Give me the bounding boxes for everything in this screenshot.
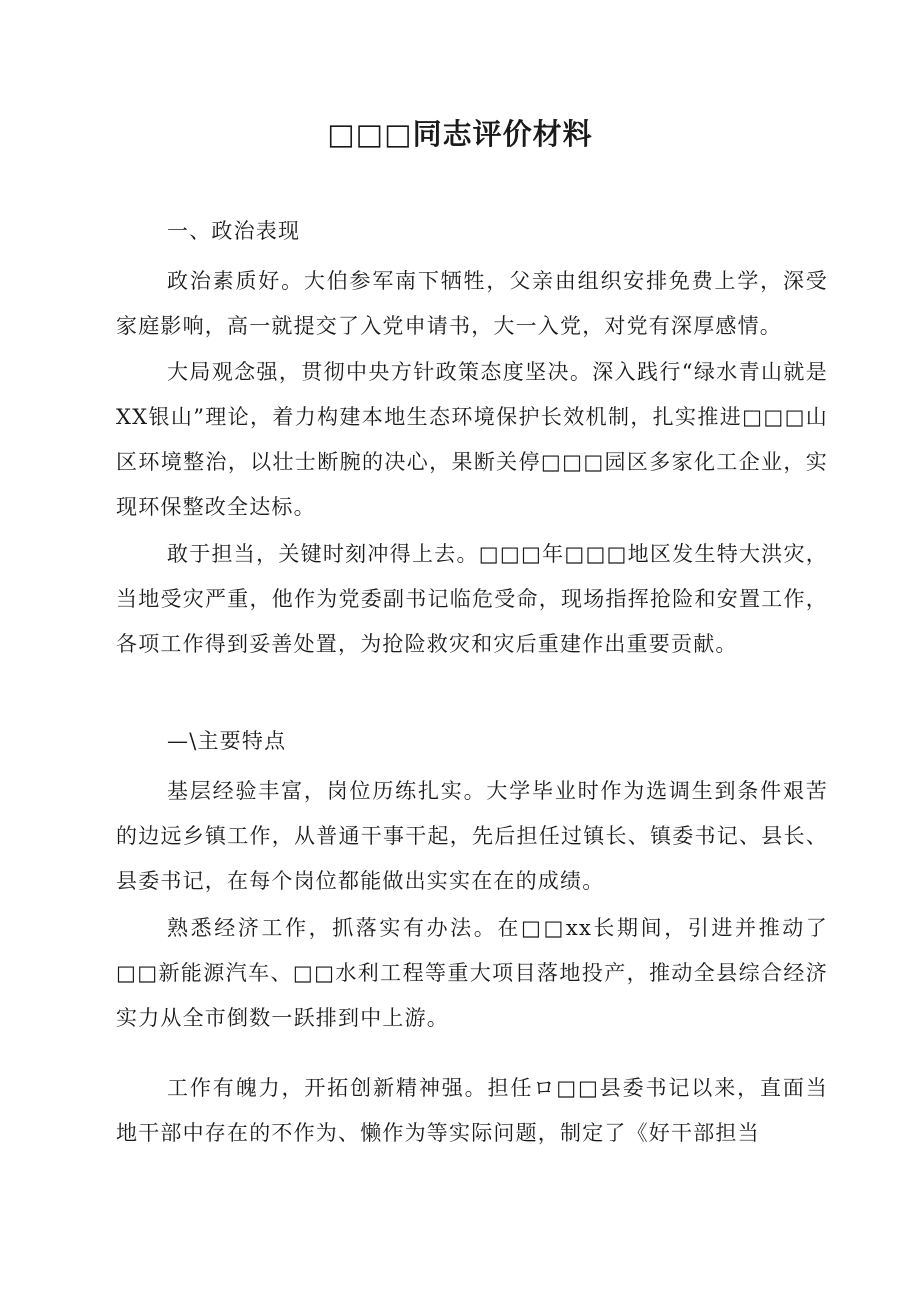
section-heading-political: 一、政治表现 (167, 219, 301, 243)
section-heading-characteristics: —\主要特点 (167, 729, 287, 753)
page-title: □□□同志评价材料 (327, 117, 593, 151)
paragraph-economic-work: 熟悉经济工作，抓落实有办法。在□□xx长期间，引进并推动了□□新能源汽车、□□水利工程等重大项目落地投产，推动全县综合经济实力从全市倒数一跃排到中上游。 (116, 916, 828, 1030)
paragraph-political-quality: 政治素质好。大伯参军南下牺牲，父亲由组织安排免费上学，深受家庭影响，高一就提交了入党申请书，大一入党，对党有深厚感情。 (116, 269, 828, 338)
paragraph-innovation-spirit: 工作有魄力，开拓创新精神强。担任ロ□□县委书记以来，直面当地干部中存在的不作为、懒作为等实际问题，制定了《好干部担当 (116, 1076, 828, 1145)
paragraph-overall-view: 大局观念强，贯彻中央方针政策态度坚决。深入践行“绿水青山就是XX银山”理论，着力构建本地生态环境保护长效机制，扎实推进□□□山区环境整治，以壮士断腕的决心，果断关停□□□园区多家化工企业，实现环保整改全达标。 (116, 360, 828, 519)
paragraph-responsibility: 敢于担当，关键时刻冲得上去。□□□年□□□地区发生特大洪灾，当地受灾严重，他作为党委副书记临危受命，现场指挥抢险和安置工作，各项工作得到妥善处置，为抢险救灾和灾后重建作出重要贡献。 (116, 542, 828, 656)
paragraph-grassroots-experience: 基层经验丰富，岗位历练扎实。大学毕业时作为选调生到条件艰苦的边远乡镇工作，从普通干事干起，先后担任过镇长、镇委书记、县长、县委书记，在每个岗位都能做出实实在在的成绩。 (116, 779, 828, 893)
